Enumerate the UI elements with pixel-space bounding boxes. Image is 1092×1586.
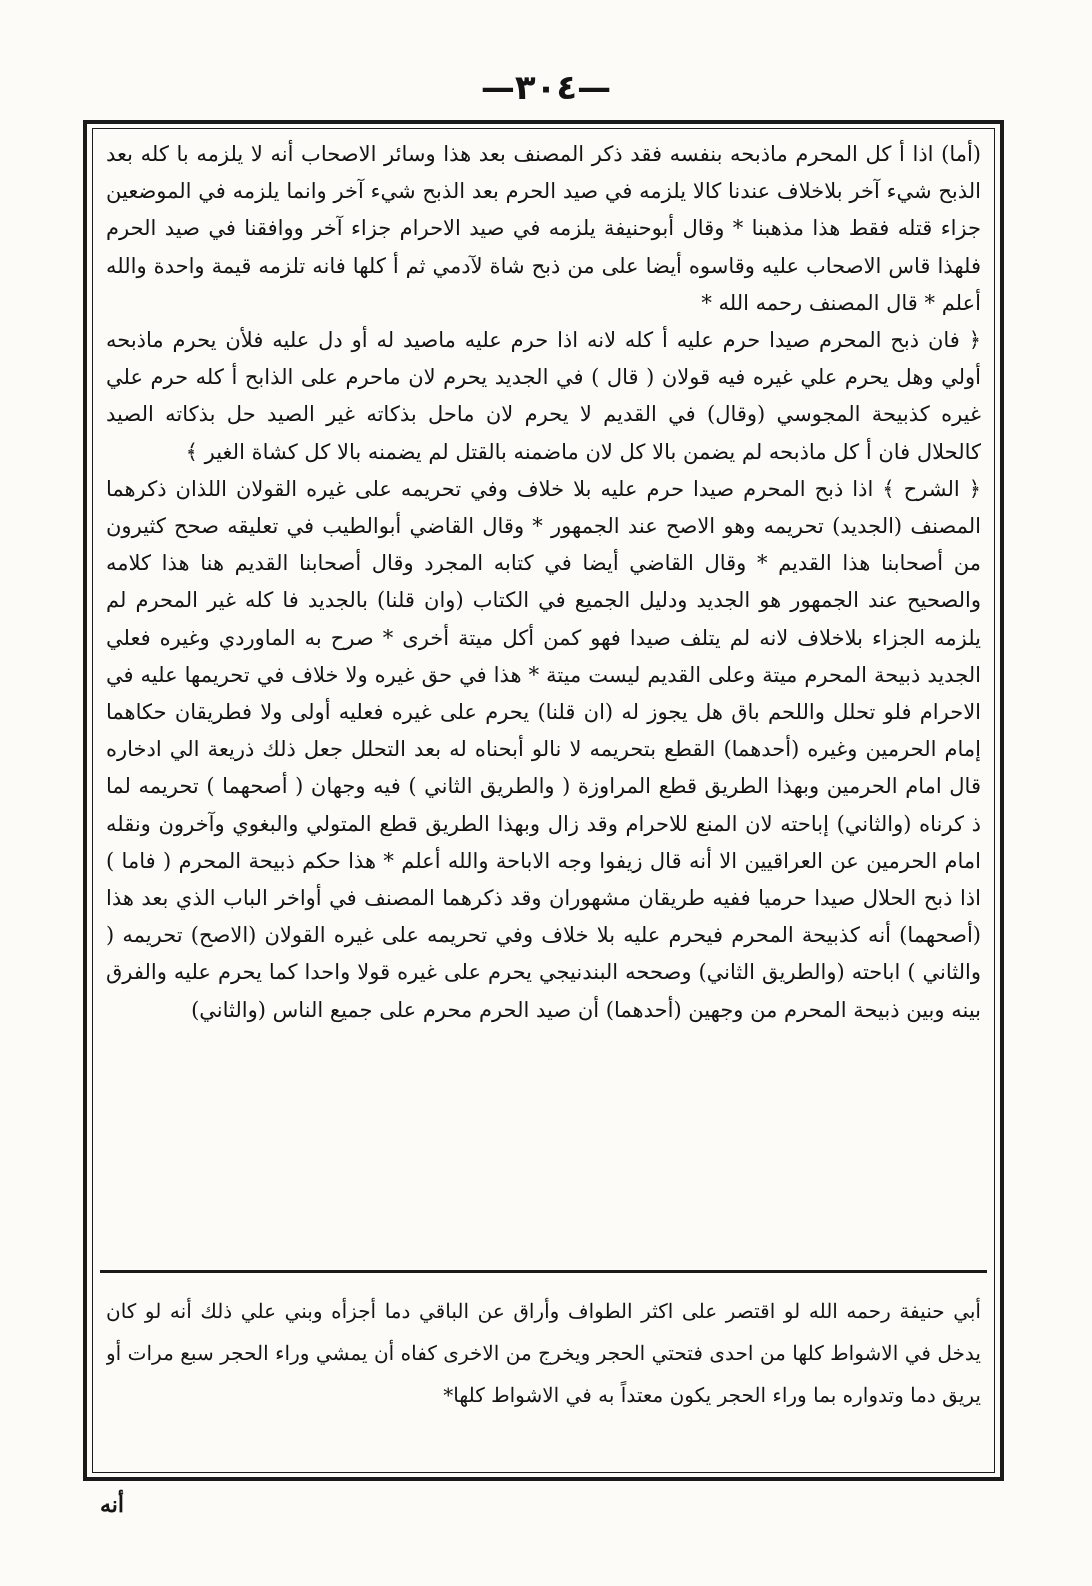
page-number: —٣٠٤— [480, 68, 612, 108]
footnote [106, 1290, 981, 1450]
paragraph-1: (أما) اذا أ كل المحرم ماذبحه بنفسه فقد ذكر المصنف بعد هذا وسائر الاصحاب أنه لا يلزمه با كله بعد الذبح شيء آخر بلاخلاف عندنا كالا يلزمه في صيد الحرم بعد الذبح شيء آخر وانما يلزمه في الموضعين جزاء قتله فقط هذا مذهبنا * وقال أبوحنيفة يلزمه في صيد الاحرام جزاء آخر ووافقنا في صيد الحرم فلهذا قاس الاصحاب عليه وقاسوه أيضا على من ذبح شاة لآدمي ثم أ كلها فانه تلزمه قيمة واحدة والله أعلم * قال المصنف رحمه الله * [106, 142, 981, 315]
footnote-paragraph: أبي حنيفة رحمه الله لو اقتصر على اكثر الطواف وأراق عن الباقي دما أجزأه وبني علي ذلك أنه لو كان يدخل في الاشواط كلها من احدى فتحتي الحجر ويخرج من الاخرى كفاه أن يمشي وراء الحجر سبع مرات أو يريق دما وتدواره بما وراء الحجر يكون معتداً به في الاشواط كلها* [106, 1299, 981, 1407]
footnote-separator [100, 1270, 987, 1273]
main-text [106, 136, 981, 1260]
catchword: أنه [100, 1492, 125, 1518]
paragraph-2: ﴿ فان ذبح المحرم صيدا حرم عليه أ كله لانه اذا حرم عليه ماصيد له أو دل عليه فلأن يحرم ماذبحه أولي وهل يحرم علي غيره فيه قولان ( قال ) في الجديد يحرم لان ماحرم على الذابح أ كله حرم علي غيره كذبيحة المجوسي (وقال) في القديم لا يحرم لان ماحل بذكاته غير الصيد حل بذكاته الصيد كالحلال فان أ كل ماذبحه لم يضمن بالا كل لان ماضمنه بالقتل لم يضمنه بالا كل كشاة الغير ﴾ [106, 328, 981, 464]
paragraph-3: ﴿ الشرح ﴾ اذا ذبح المحرم صيدا حرم عليه بلا خلاف وفي تحريمه على غيره القولان اللذان ذكرهما المصنف (الجديد) تحريمه وهو الاصح عند الجمهور * وقال القاضي أبوالطيب في تعليقه صحح كثيرون من أصحابنا هذا القديم * وقال القاضي أيضا في كتابه المجرد وقال أصحابنا القديم هنا هذا كلامه والصحيح عند الجمهور هو الجديد ودليل الجميع في الكتاب (وان قلنا) بالجديد فا كله غير المحرم لم يلزمه الجزاء بلاخلاف لانه لم يتلف صيدا فهو كمن أكل ميتة أخرى * صرح به الماوردي وغيره فعلي الجديد ذبيحة المحرم ميتة وعلى القديم ليست ميتة * هذا في حق غيره ولا خلاف في تحريمها عليه في الاحرام فلو تحلل واللحم باق هل يجوز له (ان قلنا) يحرم على غيره فعليه أولى ولا فطريقان حكاهما إمام الحرمين وغيره (أحدهما) القطع بتحريمه لا نالو أبحناه له بعد التحلل جعل ذلك ذريعة الي ادخاره قال امام الحرمين وبهذا الطريق قطع المراوزة ( والطريق الثاني ) فيه وجهان ( أصحهما ) تحريمه لما ذ كرناه (والثاني) إباحته لان المنع للاحرام وقد زال وبهذا الطريق قطع المتولي والبغوي وآخرون ونقله امام الحرمين عن العراقيين الا أنه قال زيفوا وجه الاباحة والله أعلم * هذا حكم ذبيحة المحرم ( فاما ) اذا ذبح الحلال صيدا حرميا ففيه طريقان مشهوران وقد ذكرهما المصنف في أواخر الباب الذي بعد هذا (أصحهما) أنه كذبيحة المحرم فيحرم عليه بلا خلاف وفي تحريمه على غيره القولان (الاصح) تحريمه ( والثاني ) اباحته (والطريق الثاني) وصححه البندنيجي يحرم على غيره قولا واحدا كما يحرم عليه والفرق بينه وبين ذبيحة المحرم من وجهين (أحدهما) أن صيد الحرم محرم على جميع الناس (والثاني) [106, 476, 981, 1022]
